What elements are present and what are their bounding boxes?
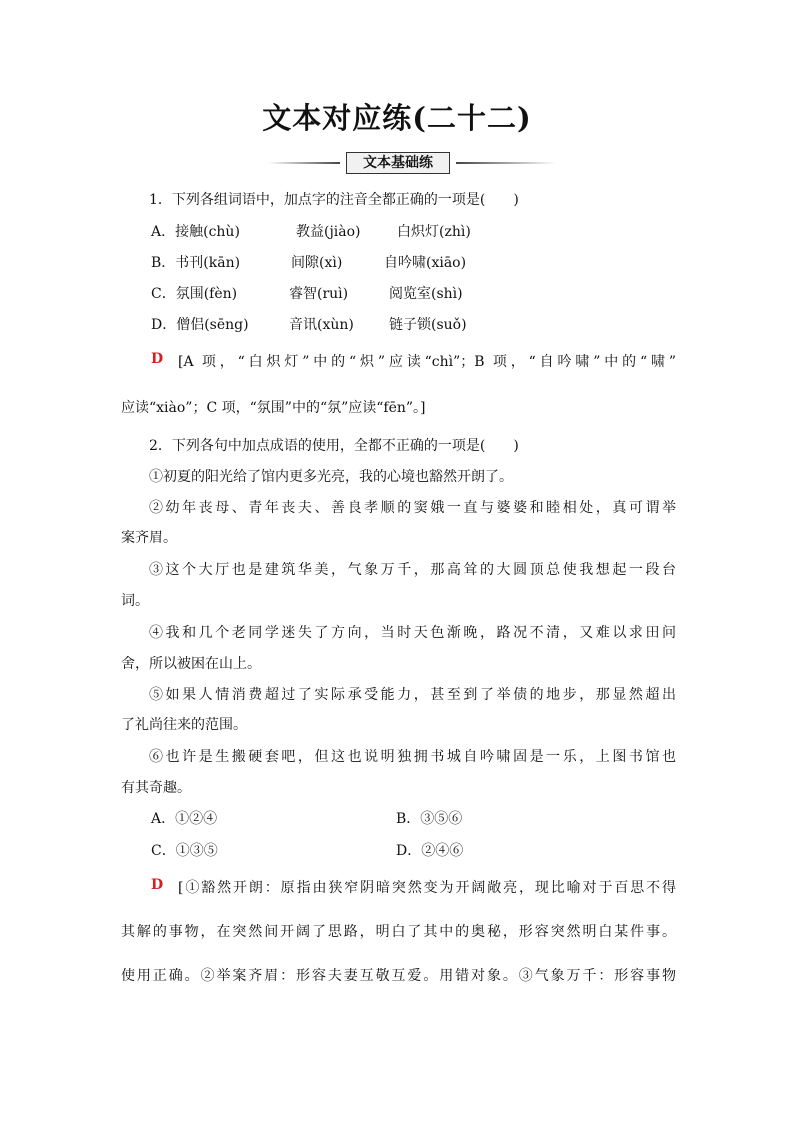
section-header (268, 152, 556, 174)
q2-option-d: D．②④⑥ (396, 843, 464, 859)
q1-option-c-1: C．氛围(fèn) (151, 286, 238, 302)
q2-option-a: A．①②④ (151, 811, 218, 827)
q2-explanation-line-3: 使用正确。②举案齐眉：形容夫妻互敬互爱。用错对象。③气象万千：形容事物 (121, 968, 676, 984)
q2-answer: D (151, 877, 164, 893)
q1-explanation-line-2: 应读“xiào”；C 项，“氛围”中的“氛”应读“fēn”。] (121, 400, 426, 416)
q1-option-b-1: B．书刊(kān) (151, 255, 241, 271)
q2-answer-letter (151, 877, 163, 893)
q1-option-a-3: 白炽灯(zhì) (397, 224, 471, 240)
page-title: 文本对应练(二十二) (262, 101, 532, 135)
q2-sentence-5-line-2: 了礼尚往来的范围。 (121, 717, 247, 733)
q2-sentence-2-line-1: ②幼年丧母、青年丧夫、善良孝顺的窦娥一直与婆婆和睦相处，真可谓举 (149, 500, 676, 516)
q1-option-a-1: A．接触(chù) (151, 224, 240, 240)
q2-explanation-line-1: [①豁然开朗：原指由狭窄阴暗突然变为开阔敞亮，现比喻对于百思不得 (178, 880, 676, 896)
q1-option-d-1: D．僧侣(sēng) (151, 317, 249, 333)
q2-sentence-6-line-2: 有其奇趣。 (121, 780, 191, 796)
section-label: 文本基础练 (346, 152, 450, 174)
q2-sentence-4-line-1: ④我和几个老同学迷失了方向，当时天色渐晚，路况不清，又难以求田问 (149, 625, 676, 641)
q1-option-b-2: 间隙(xì) (291, 255, 343, 271)
q2-explanation-line-2: 其解的事物，在突然间开阔了思路，明白了其中的奥秘，形容突然明白某件事。 (121, 924, 676, 940)
q2-stem: 2．下列各句中加点成语的使用，全都不正确的一项是( ) (149, 438, 519, 454)
q2-sentence-1: ①初夏的阳光给了馆内更多光亮，我的心境也豁然开朗了。 (149, 469, 513, 485)
q2-sentence-3-line-1: ③这个大厅也是建筑华美，气象万千，那高耸的大圆顶总使我想起一段台 (149, 562, 676, 578)
q2-sentence-2-line-2: 案齐眉。 (121, 530, 177, 546)
q1-answer-letter (151, 351, 163, 367)
header-rule-right (456, 162, 556, 164)
q2-option-b: B．③⑤⑥ (396, 811, 463, 827)
q1-explanation-line-1: [A 项，“白炽灯”中的“炽”应读“chì”；B 项，“自吟啸”中的“啸” (178, 354, 676, 370)
q1-option-b-3: 自吟啸(xiāo) (384, 255, 467, 271)
q2-sentence-5-line-1: ⑤如果人情消费超过了实际承受能力，甚至到了举债的地步，那显然超出 (149, 687, 676, 703)
q1-option-d-2: 音讯(xùn) (289, 317, 354, 333)
q1-stem: 1．下列各组词语中，加点字的注音全都正确的一项是( ) (149, 192, 519, 208)
q1-option-d-3: 链子锁(suǒ) (389, 317, 467, 333)
q2-option-c: C．①③⑤ (151, 843, 218, 859)
q1-option-a-2: 教益(jiào) (296, 224, 361, 240)
q2-sentence-6-line-1: ⑥也许是生搬硬套吧，但这也说明独拥书城自吟啸固是一乐，上图书馆也 (149, 749, 676, 765)
q2-sentence-4-line-2: 舍，所以被困在山上。 (121, 656, 261, 672)
header-rule-left (268, 162, 340, 164)
q1-option-c-3: 阅览室(shì) (389, 286, 463, 302)
q1-answer: D (151, 351, 164, 367)
q1-option-c-2: 睿智(ruì) (289, 286, 349, 302)
q2-sentence-3-line-2: 词。 (121, 593, 149, 609)
